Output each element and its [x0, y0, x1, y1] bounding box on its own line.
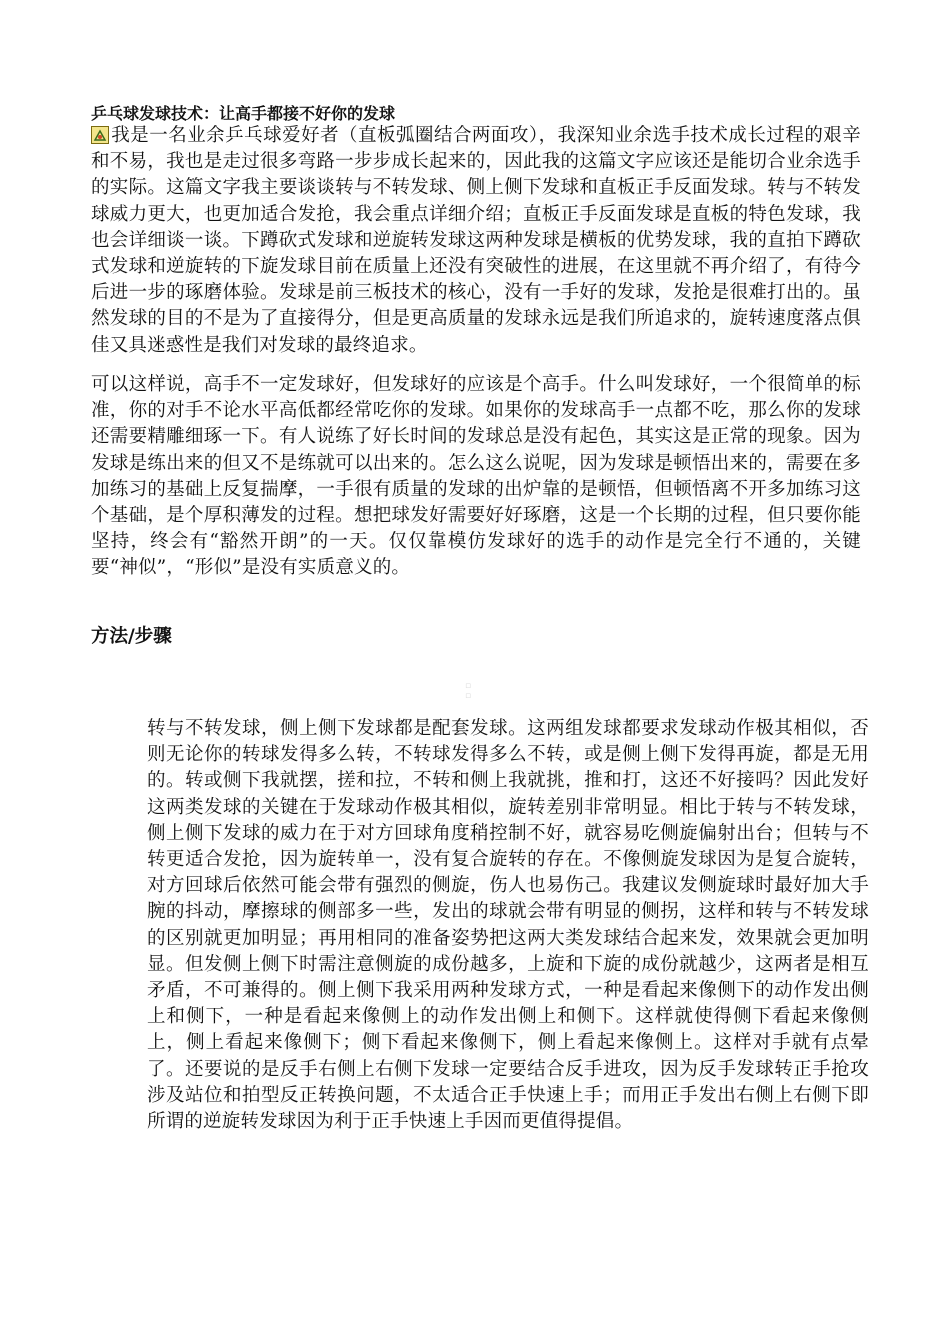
step-image-placeholder-icon: ▫ ▫	[465, 681, 475, 701]
section-heading: 方法/步骤	[91, 626, 172, 647]
article-title: 乒乓球发球技术：让高手都接不好你的发球	[91, 104, 396, 123]
second-paragraph: 可以这样说，高手不一定发球好，但发球好的应该是个高手。什么叫发球好，一个很简单的标准，你的对手不论水平高低都经常吃你的发球。如果你的发球高手一点都不吃，那么你的发球还需要精雕细琢一下。有人说练了好长时间的发球总是没有起色，其实这是正常的现象。因为发球是练出来的但又不是练就可以出来的。怎么这么说呢，因为发球是顿悟出来的，需要在多加练习的基础上反复揣摩，一手很有质量的发球的出炉靠的是顿悟，但顿悟离不开多加练习这个基础，是个厚积薄发的过程。想把球发好需要好好琢磨，这是一个长期的过程，但只要你能坚持，终会有“豁然开朗”的一天。仅仅靠模仿发球好的选手的动作是完全行不通的，关键要“神似”，“形似”是没有实质意义的。	[91, 374, 861, 579]
broken-image-icon	[91, 126, 109, 144]
intro-paragraph-text: 我是一名业余乒乓球爱好者（直板弧圈结合两面攻），我深知业余选手技术成长过程的艰辛和不易，我也是走过很多弯路一步步成长起来的，因此我的这篇文字应该还是能切合业余选手的实际。这篇文字我主要谈谈转与不转发球、侧上侧下发球和直板正手反面发球。转与不转发球威力更大，也更加适合发抢，我会重点详细介绍；直板正手反面发球是直板的特色发球，我也会详细谈一谈。下蹲砍式发球和逆旋转发球这两种发球是横板的优势发球，我的直拍下蹲砍式发球和逆旋转的下旋发球目前在质量上还没有突破性的进展，在这里就不再介绍了，有待今后进一步的琢磨体验。发球是前三板技术的核心，没有一手好的发球，发抢是很难打出的。虽然发球的目的不是为了直接得分，但是更高质量的发球永远是我们所追求的，旋转速度落点俱佳又具迷惑性是我们对发球的最终追求。	[91, 125, 861, 356]
intro-paragraph	[91, 123, 861, 359]
step-paragraph: 转与不转发球，侧上侧下发球都是配套发球。这两组发球都要求发球动作极其相似，否则无论你的转球发得多么转，不转球发得多么不转，或是侧上侧下发得再旋，都是无用的。转或侧下我就摆，搓和拉，不转和侧上我就挑，推和打，这还不好接吗？因此发好这两类发球的关键在于发球动作极其相似，旋转差别非常明显。相比于转与不转发球，侧上侧下发球的威力在于对方回球角度稍控制不好，就容易吃侧旋偏射出台；但转与不转更适合发抢，因为旋转单一，没有复合旋转的存在。不像侧旋发球因为是复合旋转，对方回球后依然可能会带有强烈的侧旋，伤人也易伤己。我建议发侧旋球时最好加大手腕的抖动，摩擦球的侧部多一些，发出的球就会带有明显的侧拐，这样和转与不转发球的区别就更加明显；再用相同的准备姿势把这两大类发球结合起来发，效果就会更加明显。但发侧上侧下时需注意侧旋的成份越多，上旋和下旋的成份就越少，这两者是相互矛盾，不可兼得的。侧上侧下我采用两种发球方式，一种是看起来像侧下的动作发出侧上和侧下，一种是看起来像侧上的动作发出侧上和侧下。这样就使得侧下看起来像侧上，侧上看起来像侧下；侧下看起来像侧下，侧上看起来像侧上。这样对手就有点晕了。还要说的是反手右侧上右侧下发球一定要结合反手进攻，因为反手发球转正手抢攻涉及站位和拍型反正转换问题，不太适合正手快速上手；而用正手发出右侧上右侧下即所谓的逆旋转发球因为利于正手快速上手因而更值得提倡。	[147, 718, 869, 1133]
